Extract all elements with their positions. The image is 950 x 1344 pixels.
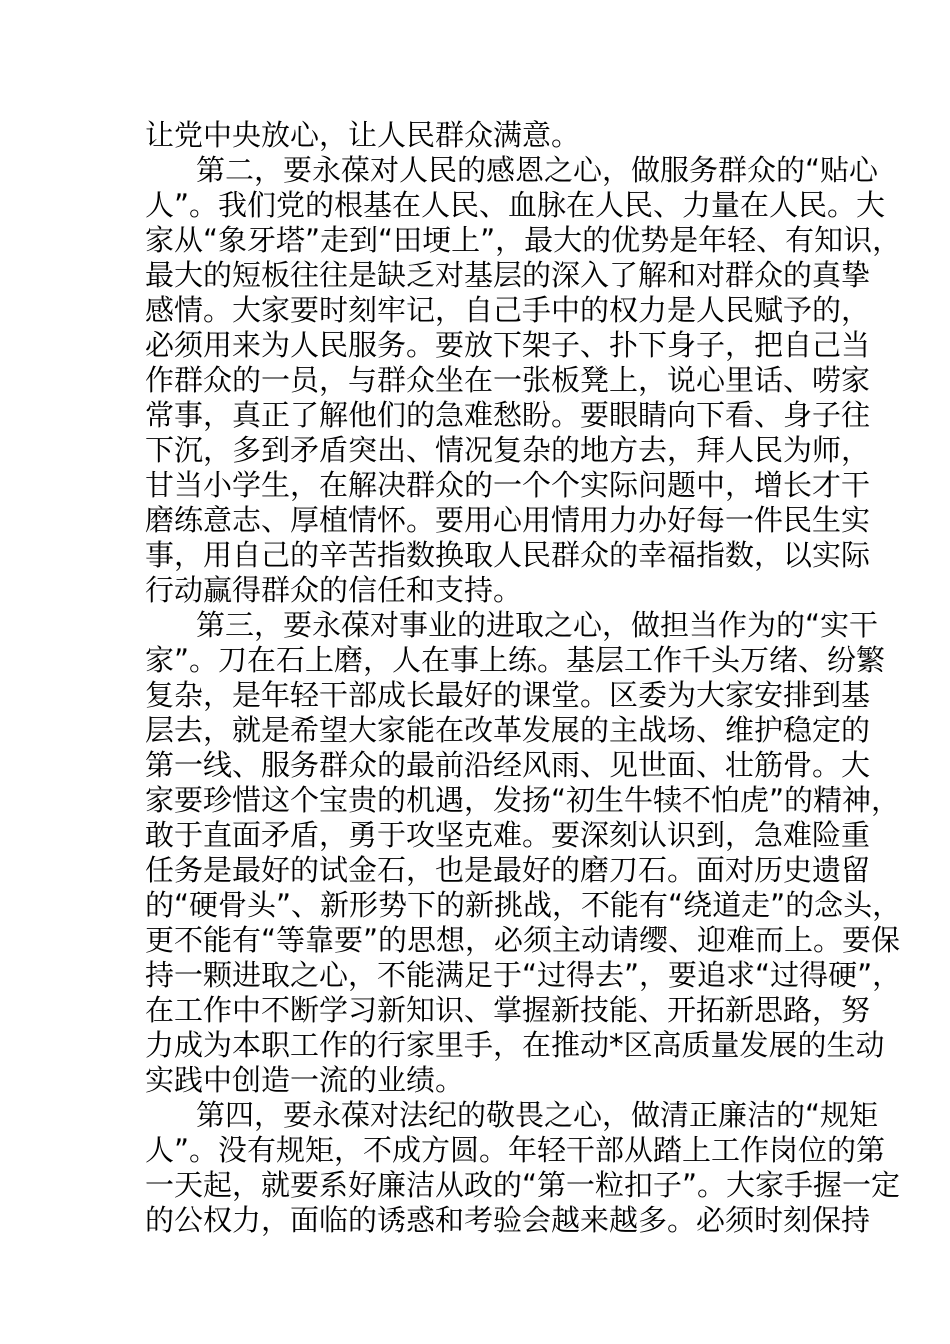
text-line: 必须用来为人民服务。要放下架子、扑下身子，把自己当 <box>145 328 871 362</box>
text-line: 行动赢得群众的信任和支持。 <box>145 573 523 607</box>
text-line: 家”。刀在石上磨，人在事上练。基层工作千头万绪、纷繁 <box>145 643 886 677</box>
text-line: 复杂，是年轻干部成长最好的课堂。区委为大家安排到基 <box>145 678 871 712</box>
text-line: 让党中央放心，让人民群众满意。 <box>145 118 581 152</box>
text-line: 持一颗进取之心，不能满足于“过得去”，要追求“过得硬”， <box>145 958 902 992</box>
text-line: 第二，要永葆对人民的感恩之心，做服务群众的“贴心 <box>196 153 879 187</box>
text-line: 的公权力，面临的诱惑和考验会越来越多。必须时刻保持 <box>145 1203 871 1237</box>
text-line: 实践中创造一流的业绩。 <box>145 1063 465 1097</box>
text-line: 家要珍惜这个宝贵的机遇，发扬“初生牛犊不怕虎”的精神， <box>145 783 901 817</box>
text-line: 一天起，就要系好廉洁从政的“第一粒扣子”。大家手握一定 <box>145 1168 901 1202</box>
text-line: 下沉，多到矛盾突出、情况复杂的地方去，拜人民为师， <box>145 433 871 467</box>
text-line: 磨练意志、厚植情怀。要用心用情用力办好每一件民生实 <box>145 503 871 537</box>
text-line: 最大的短板往往是缺乏对基层的深入了解和对群众的真挚 <box>145 258 871 292</box>
text-line: 的“硬骨头”、新形势下的新挑战，不能有“绕道走”的念头， <box>145 888 902 922</box>
text-line: 在工作中不断学习新知识、掌握新技能、开拓新思路，努 <box>145 993 871 1027</box>
text-line: 力成为本职工作的行家里手，在推动*区高质量发展的生动 <box>145 1028 885 1062</box>
text-line: 作群众的一员，与群众坐在一张板凳上，说心里话、唠家 <box>145 363 871 397</box>
text-line: 敢于直面矛盾，勇于攻坚克难。要深刻认识到，急难险重 <box>145 818 871 852</box>
text-line: 事，用自己的辛苦指数换取人民群众的幸福指数，以实际 <box>145 538 871 572</box>
text-line: 第三，要永葆对事业的进取之心，做担当作为的“实干 <box>196 608 879 642</box>
text-line: 更不能有“等靠要”的思想，必须主动请缨、迎难而上。要保 <box>145 923 901 957</box>
text-line: 常事，真正了解他们的急难愁盼。要眼睛向下看、身子往 <box>145 398 871 432</box>
text-line: 任务是最好的试金石，也是最好的磨刀石。面对历史遗留 <box>145 853 871 887</box>
text-line: 家从“象牙塔”走到“田埂上”，最大的优势是年轻、有知识， <box>145 223 902 257</box>
text-line: 甘当小学生，在解决群众的一个个实际问题中，增长才干 <box>145 468 871 502</box>
text-line: 人”。没有规矩，不成方圆。年轻干部从踏上工作岗位的第 <box>145 1133 886 1167</box>
text-line: 第四，要永葆对法纪的敬畏之心，做清正廉洁的“规矩 <box>196 1098 879 1132</box>
text-line: 层去，就是希望大家能在改革发展的主战场、维护稳定的 <box>145 713 871 747</box>
text-line: 感情。大家要时刻牢记，自己手中的权力是人民赋予的， <box>145 293 871 327</box>
text-line: 人”。我们党的根基在人民、血脉在人民、力量在人民。大 <box>145 188 886 222</box>
text-line: 第一线、服务群众的最前沿经风雨、见世面、壮筋骨。大 <box>145 748 871 782</box>
